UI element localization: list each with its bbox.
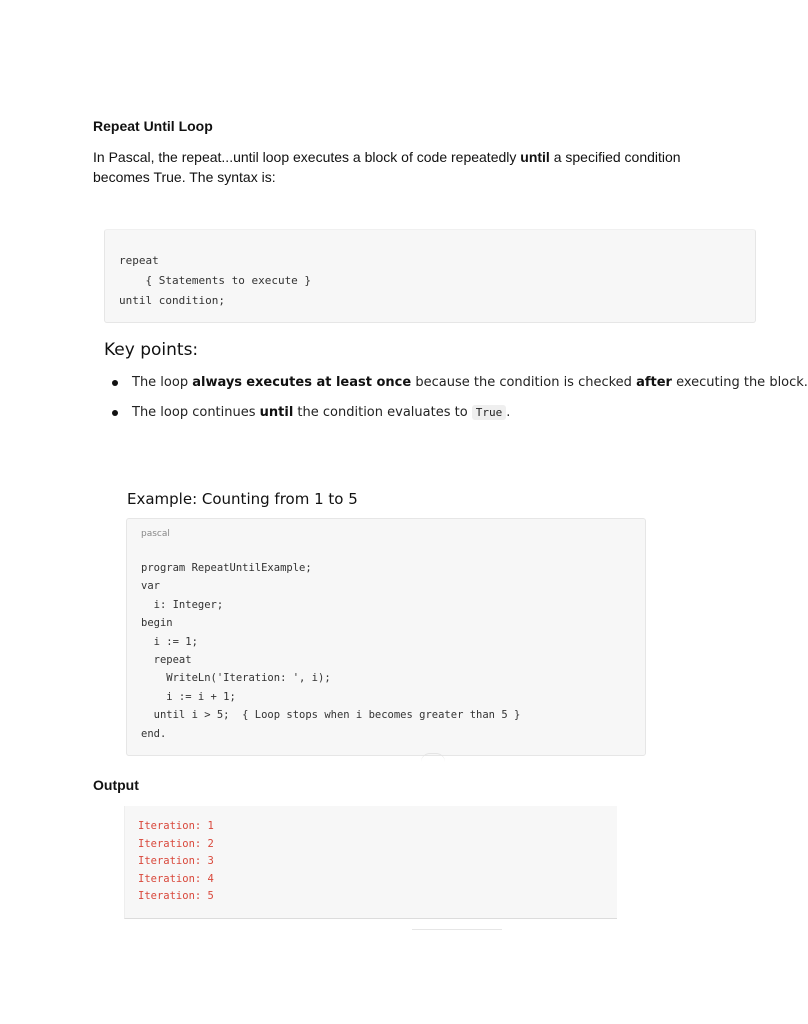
language-label: pascal bbox=[141, 529, 170, 539]
output-block[interactable] bbox=[124, 806, 617, 919]
key-points-list bbox=[112, 373, 808, 433]
key-point-2: The loop continues until the condition evaluates to True . bbox=[112, 403, 762, 433]
output-text: Iteration: 1 Iteration: 2 Iteration: 3 Iteration: 4 Iteration: 5 bbox=[138, 820, 214, 903]
divider bbox=[412, 929, 502, 930]
scroll-handle-icon bbox=[421, 753, 445, 762]
syntax-code-block[interactable] bbox=[104, 229, 756, 323]
example-heading: Example: Counting from 1 to 5 bbox=[127, 490, 358, 508]
bullet-icon bbox=[112, 410, 118, 416]
inline-code: True bbox=[472, 405, 507, 420]
section-title: Repeat Until Loop bbox=[93, 118, 213, 134]
syntax-code: repeat { Statements to execute } until condition; bbox=[119, 254, 312, 307]
intro-paragraph: In Pascal, the repeat...until loop executes a block of code repeatedly until a specified condition becomes True. The syntax is: bbox=[93, 149, 681, 185]
key-points-heading: Key points: bbox=[104, 340, 199, 360]
example-code-block[interactable] bbox=[126, 518, 646, 756]
bullet-icon bbox=[112, 380, 118, 386]
key-point-1: The loop always executes at least once because the condition is checked after executing the block. bbox=[112, 373, 762, 403]
example-code: program RepeatUntilExample; var i: Integer; begin i := 1; repeat WriteLn('Iteration: ', i); i := i + 1; until i > 5; { Loop stops when i becomes greater than 5 } end. bbox=[141, 562, 521, 740]
output-heading: Output bbox=[93, 777, 139, 793]
